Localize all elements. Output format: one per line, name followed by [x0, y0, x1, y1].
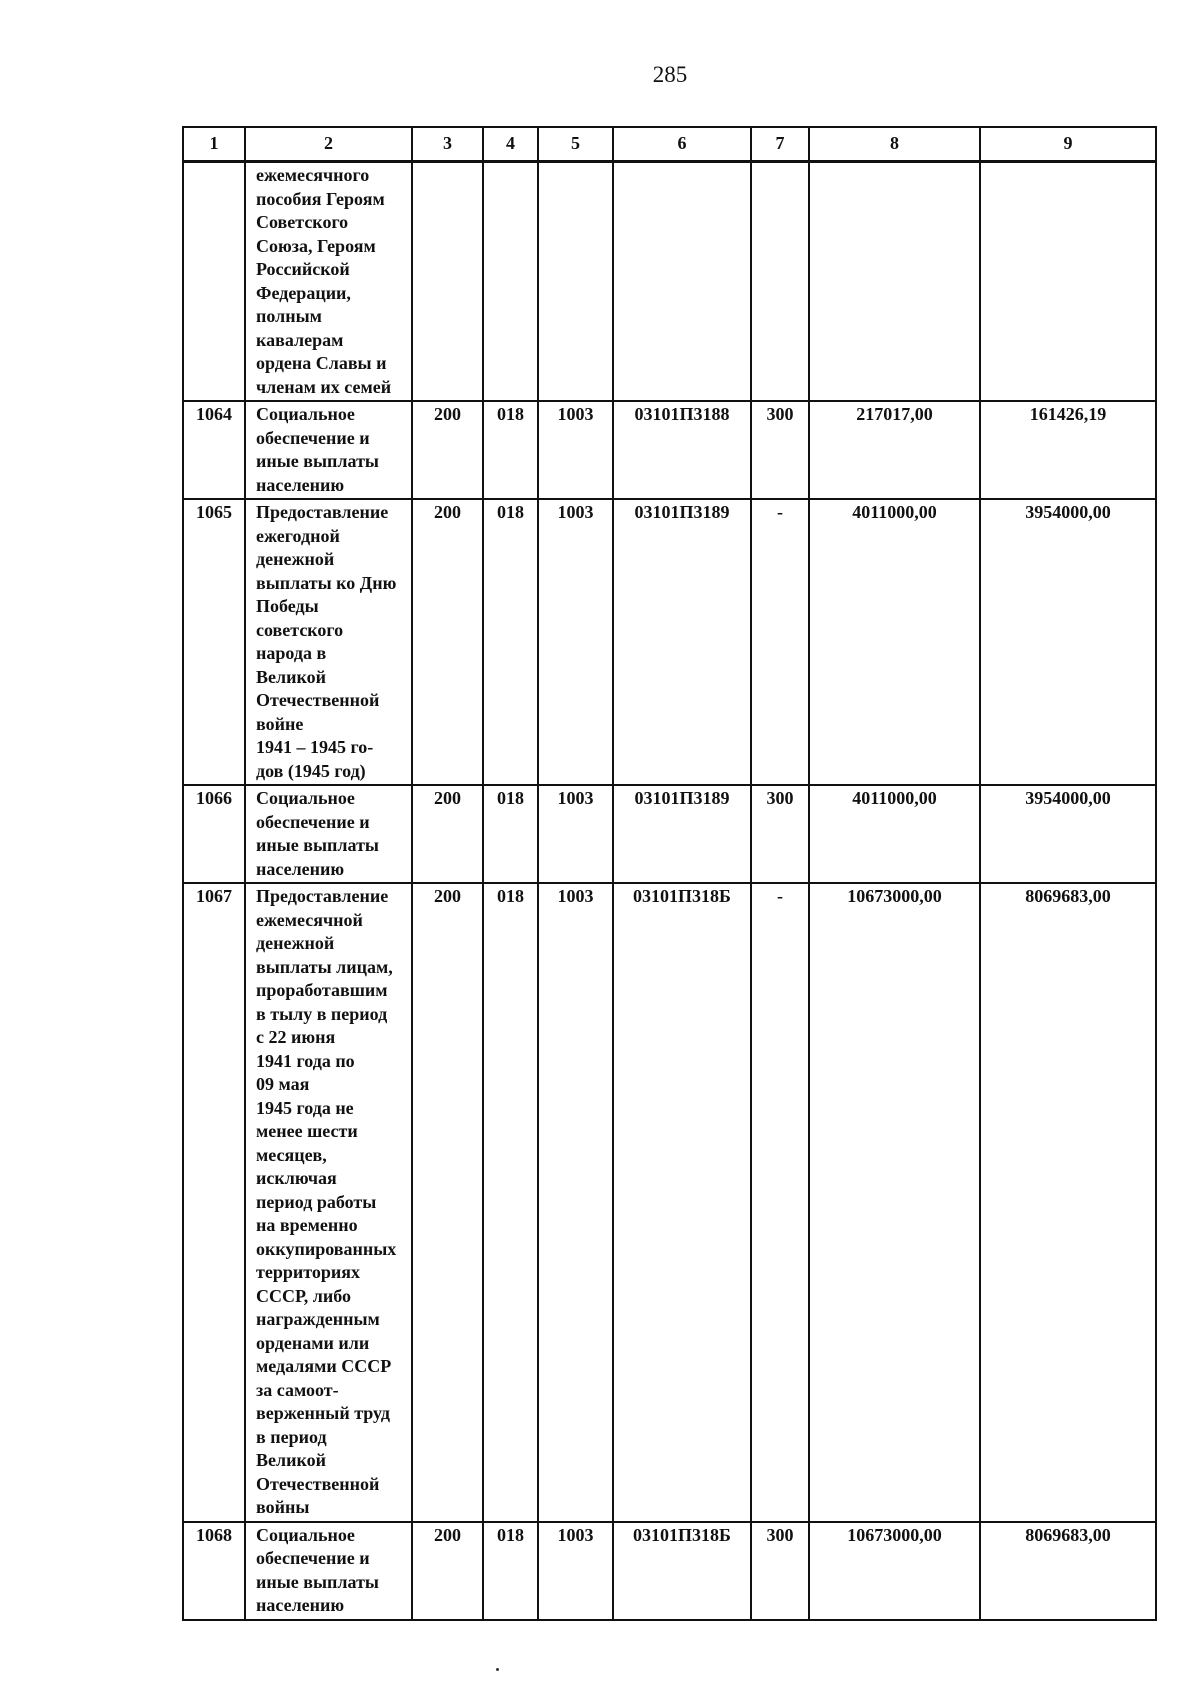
column-header-9: 9: [980, 127, 1156, 162]
row-description: Социальное обеспечение и иные выплаты населению: [245, 401, 412, 499]
cell-col5: 1003: [538, 499, 613, 785]
row-number: 1066: [183, 785, 245, 883]
row-description: Социальное обеспечение и иные выплаты населению: [245, 785, 412, 883]
column-header-2: 2: [245, 127, 412, 162]
cell-col9: 3954000,00: [980, 499, 1156, 785]
cell-col3: 200: [412, 883, 483, 1522]
table-header-row: [183, 127, 1156, 162]
cell-col8: 10673000,00: [809, 1522, 980, 1620]
cell-col8: 10673000,00: [809, 883, 980, 1522]
cell-col6: 03101П318Б: [613, 883, 751, 1522]
cell-col3: [412, 162, 483, 402]
table-row: [183, 883, 1156, 1522]
row-description: Предоставление ежемесячной денежной выплаты лицам, проработавшим в тылу в период с 22 июня 1941 года по 09 мая 1945 года не менее шести месяцев, исключая период работы на временно оккупированных территориях СССР, либо награжденным орденами или медалями СССР за самоот- верженный труд в период Великой Отечественной войны: [245, 883, 412, 1522]
cell-col7: -: [751, 883, 809, 1522]
column-header-6: 6: [613, 127, 751, 162]
column-header-8: 8: [809, 127, 980, 162]
cell-col3: 200: [412, 401, 483, 499]
row-number: 1065: [183, 499, 245, 785]
cell-col6: 03101П318Б: [613, 1522, 751, 1620]
column-header-3: 3: [412, 127, 483, 162]
cell-col9: [980, 162, 1156, 402]
cell-col8: 4011000,00: [809, 785, 980, 883]
cell-col7: [751, 162, 809, 402]
row-number: 1067: [183, 883, 245, 1522]
cell-col3: 200: [412, 499, 483, 785]
column-header-4: 4: [483, 127, 538, 162]
column-header-7: 7: [751, 127, 809, 162]
page-number: 285: [652, 62, 688, 87]
row-number: 1064: [183, 401, 245, 499]
cell-col5: 1003: [538, 785, 613, 883]
row-number: [183, 162, 245, 402]
cell-col8: 4011000,00: [809, 499, 980, 785]
cell-col5: 1003: [538, 883, 613, 1522]
cell-col4: 018: [483, 883, 538, 1522]
cell-col5: 1003: [538, 401, 613, 499]
scan-dot: [496, 1668, 499, 1671]
cell-col4: [483, 162, 538, 402]
cell-col3: 200: [412, 1522, 483, 1620]
table-row: [183, 785, 1156, 883]
cell-col6: 03101П3189: [613, 499, 751, 785]
row-description: Предоставление ежегодной денежной выплаты ко Дню Победы советского народа в Великой Отечественной войне 1941 – 1945 го- дов (1945 год): [245, 499, 412, 785]
cell-col9: 8069683,00: [980, 883, 1156, 1522]
row-number: 1068: [183, 1522, 245, 1620]
table-row: [183, 1522, 1156, 1620]
cell-col4: 018: [483, 401, 538, 499]
cell-col7: -: [751, 499, 809, 785]
cell-col9: 8069683,00: [980, 1522, 1156, 1620]
cell-col4: 018: [483, 1522, 538, 1620]
cell-col3: 200: [412, 785, 483, 883]
cell-col9: 3954000,00: [980, 785, 1156, 883]
cell-col6: 03101П3188: [613, 401, 751, 499]
cell-col5: 1003: [538, 1522, 613, 1620]
table-row: [183, 499, 1156, 785]
cell-col6: [613, 162, 751, 402]
cell-col7: 300: [751, 1522, 809, 1620]
column-header-1: 1: [183, 127, 245, 162]
cell-col4: 018: [483, 785, 538, 883]
cell-col9: 161426,19: [980, 401, 1156, 499]
cell-col6: 03101П3189: [613, 785, 751, 883]
cell-col7: 300: [751, 401, 809, 499]
cell-col8: 217017,00: [809, 401, 980, 499]
budget-table: [182, 126, 1157, 1621]
cell-col4: 018: [483, 499, 538, 785]
cell-col5: [538, 162, 613, 402]
column-header-5: 5: [538, 127, 613, 162]
table-row: [183, 401, 1156, 499]
cell-col8: [809, 162, 980, 402]
row-description: Социальное обеспечение и иные выплаты населению: [245, 1522, 412, 1620]
cell-col7: 300: [751, 785, 809, 883]
table-row: [183, 162, 1156, 402]
row-description: ежемесячного пособия Героям Советского Союза, Героям Российской Федерации, полным кавалерам ордена Славы и членам их семей: [245, 162, 412, 402]
